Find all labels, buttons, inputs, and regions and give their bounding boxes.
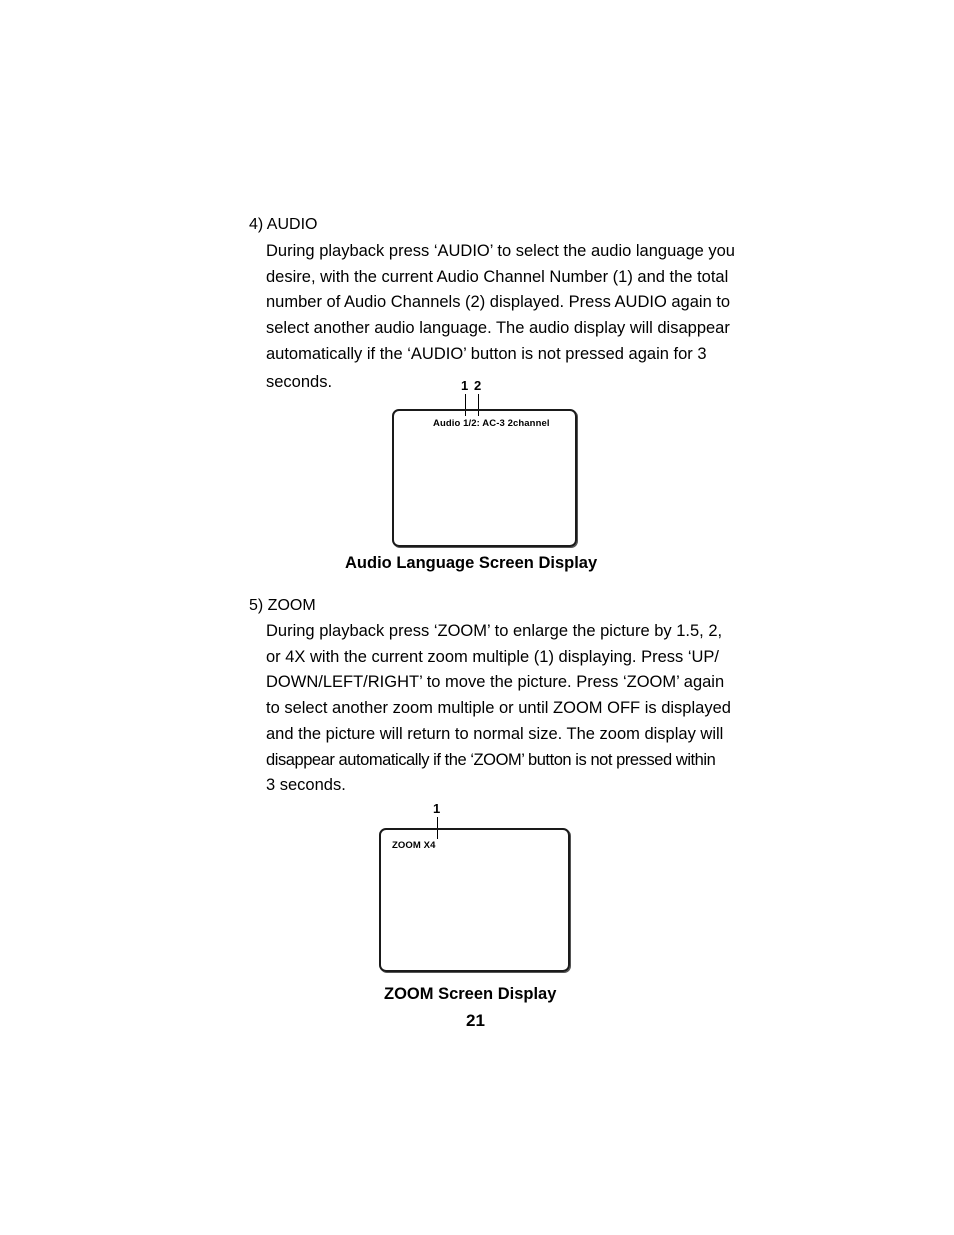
- zoom-line-7: 3 seconds.: [266, 776, 346, 795]
- zoom-line-1: During playback press ‘ZOOM’ to enlarge the picture by 1.5, 2,: [266, 622, 723, 640]
- zoom-callout-1: 1: [433, 801, 441, 816]
- audio-line-6: seconds.: [266, 372, 333, 391]
- zoom-osd-text: ZOOM X4: [392, 840, 436, 851]
- audio-line-2: desire, with the current Audio Channel Number (1) and the total: [266, 267, 729, 286]
- zoom-screen-display: [379, 828, 570, 972]
- zoom-line-3: DOWN/LEFT/RIGHT’ to move the picture. Press ‘ZOOM’ again: [266, 673, 725, 692]
- zoom-line-6: disappear automatically if the ‘ZOOM’ button is not pressed within: [266, 750, 716, 769]
- zoom-line-2: or 4X with the current zoom multiple (1) displaying. Press ‘UP/: [266, 647, 720, 666]
- zoom-heading: 5) ZOOM: [249, 597, 316, 614]
- audio-screen-display: [392, 409, 577, 547]
- audio-heading: 4) AUDIO: [249, 216, 318, 233]
- zoom-line-5: and the picture will return to normal size. The zoom display will: [266, 724, 724, 743]
- page-number: 21: [466, 1011, 485, 1030]
- audio-line-1: During playback press ‘AUDIO’ to select the audio language you: [266, 242, 735, 260]
- zoom-line-4: to select another zoom multiple or until ZOOM OFF is displayed: [266, 699, 731, 718]
- audio-callout-2: 2: [474, 378, 482, 393]
- audio-line-5: automatically if the ‘AUDIO’ button is not pressed again for 3: [266, 344, 707, 363]
- audio-paragraph: [266, 239, 744, 395]
- audio-line-3: number of Audio Channels (2) displayed. Press AUDIO again to: [266, 293, 731, 312]
- audio-caption: Audio Language Screen Display: [345, 554, 598, 572]
- audio-line-4: select another audio language. The audio display will disappear: [266, 319, 730, 338]
- audio-osd-text: Audio 1/2: AC-3 2channel: [433, 418, 550, 429]
- zoom-paragraph: [266, 619, 744, 799]
- zoom-caption: ZOOM Screen Display: [384, 985, 557, 1003]
- audio-callout-1: 1: [461, 378, 469, 393]
